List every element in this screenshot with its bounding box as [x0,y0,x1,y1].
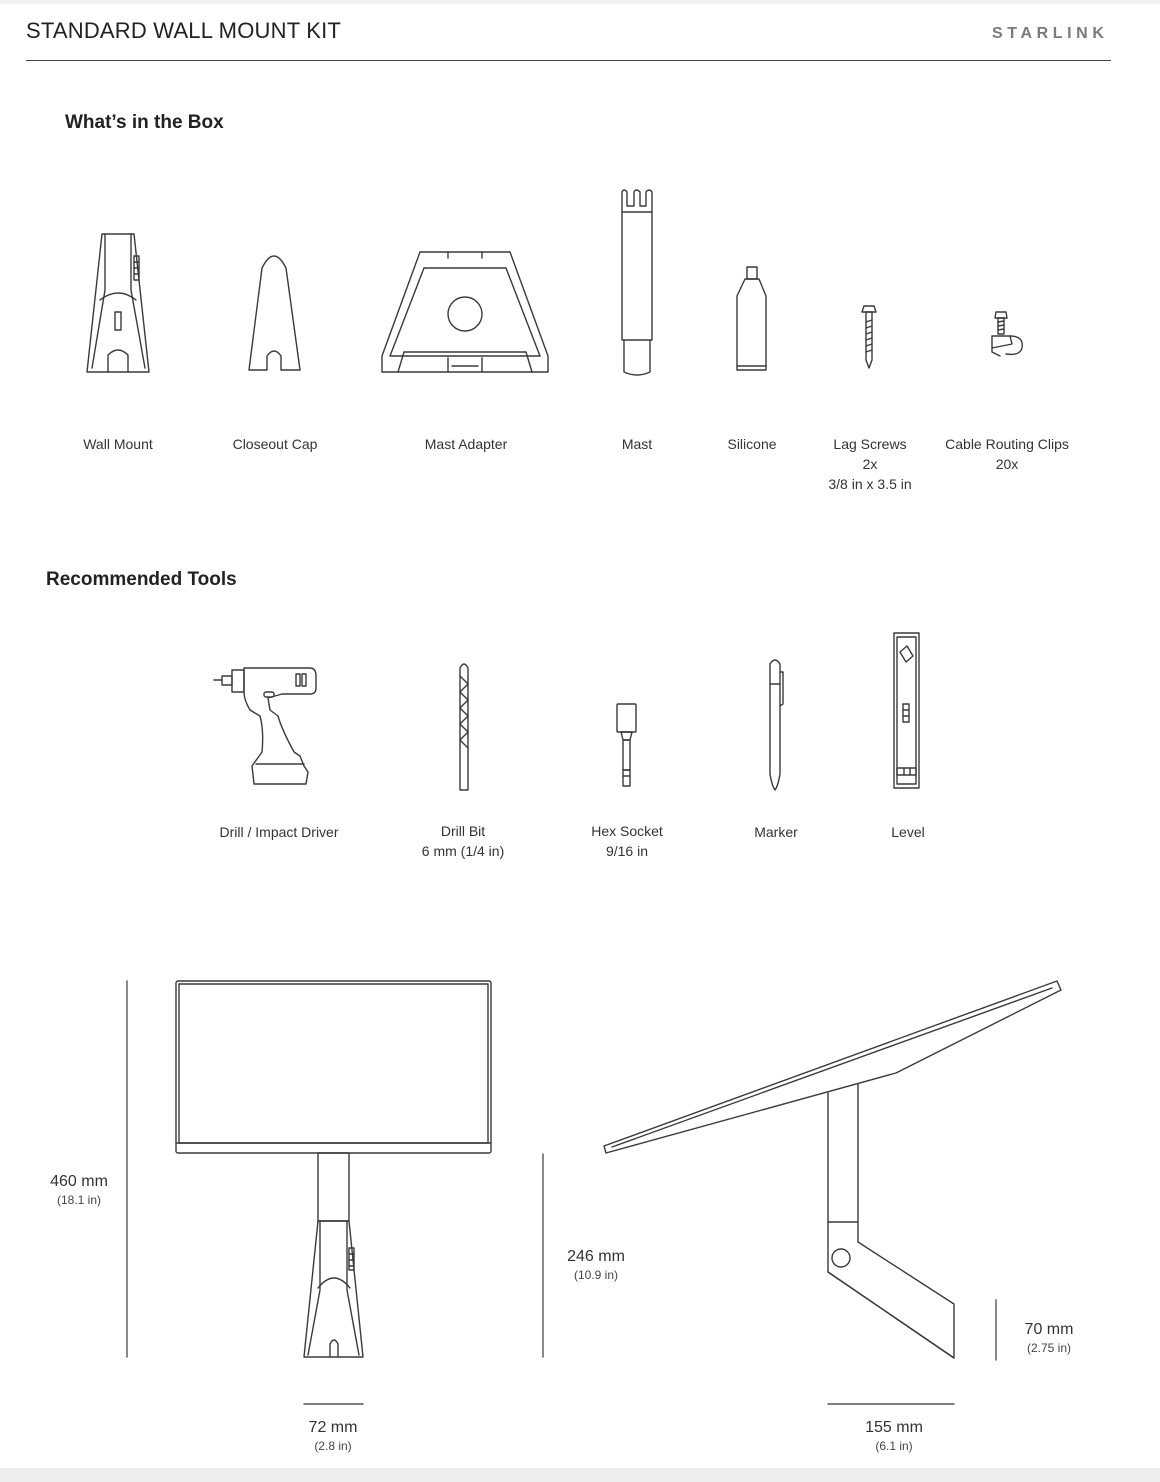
box-item-cable-routing-clips [945,434,1069,474]
tool-item-label: Level [891,824,925,840]
cable-clip-icon [992,312,1022,356]
dimension-in: (18.1 in) [56,1193,102,1207]
dimension-in: (2.75 in) [1026,1341,1072,1355]
box-item-silicone [727,434,776,454]
dimension-mm: 246 mm [567,1248,625,1265]
section-title-box: What’s in the Box [65,112,224,133]
dimension-front-height [50,1172,108,1208]
box-item-size: 3/8 in x 3.5 in [828,476,912,492]
dimension-mm: 460 mm [50,1173,108,1190]
tool-item-level [891,822,924,842]
tool-item-marker [754,822,798,842]
box-item-label: Wall Mount [83,436,153,452]
level-icon [894,633,919,788]
box-item-label: Mast [621,436,653,452]
dimension-side-offset [1025,1320,1074,1356]
dimension-in: (2.8 in) [314,1439,352,1453]
dimension-mm: 72 mm [308,1419,358,1436]
closeout-cap-icon [249,256,300,370]
box-item-label: Cable Routing Clips [945,436,1069,452]
lag-screw-icon [862,306,876,368]
front-view-assembly [176,981,491,1357]
hex-socket-icon [617,704,636,786]
box-item-label: Mast Adapter [424,436,508,452]
drill-icon [214,668,316,784]
mast-icon [622,190,652,375]
box-item-closeout-cap [233,434,318,454]
dimension-mm: 70 mm [1024,1321,1074,1338]
drill-bit-icon [460,664,468,790]
section-title-tools: Recommended Tools [46,569,237,590]
box-item-label: Silicone [727,436,777,452]
tool-item-size: 9/16 in [605,843,649,859]
document-title: STANDARD WALL MOUNT KIT [26,18,342,43]
tool-item-size: 6 mm (1/4 in) [421,843,505,859]
box-item-mast [622,434,652,454]
tool-item-label: Marker [754,824,798,840]
dimension-mm: 155 mm [865,1419,923,1436]
tool-item-label: Hex Socket [591,823,663,839]
box-item-label: Closeout Cap [232,436,318,452]
brand-wordmark: STARLINK [992,25,1109,42]
dimension-side-depth [865,1418,923,1454]
tool-item-drill [219,822,338,842]
tool-item-drill-bit [422,821,504,861]
box-item-label: Lag Screws [833,436,907,452]
silicone-tube-icon [737,267,766,370]
box-item-quantity: 20x [995,456,1019,472]
wall-mount-icon [87,234,149,372]
box-item-wall-mount [83,434,153,454]
tool-item-label: Drill / Impact Driver [219,824,339,840]
dimension-front-width [309,1418,358,1454]
box-item-mast-adapter [425,434,508,454]
bottom-band [0,1468,1160,1482]
side-view-assembly [604,981,1061,1358]
dimension-in: (10.9 in) [573,1268,619,1282]
tool-item-hex-socket [591,821,663,861]
tool-item-label: Drill Bit [440,823,486,839]
box-item-quantity: 2x [862,456,878,472]
marker-icon [770,660,783,790]
dimension-in: (6.1 in) [875,1439,913,1453]
mast-adapter-icon [382,252,548,372]
box-item-lag-screws [828,434,911,494]
dimension-side-height [567,1247,625,1283]
